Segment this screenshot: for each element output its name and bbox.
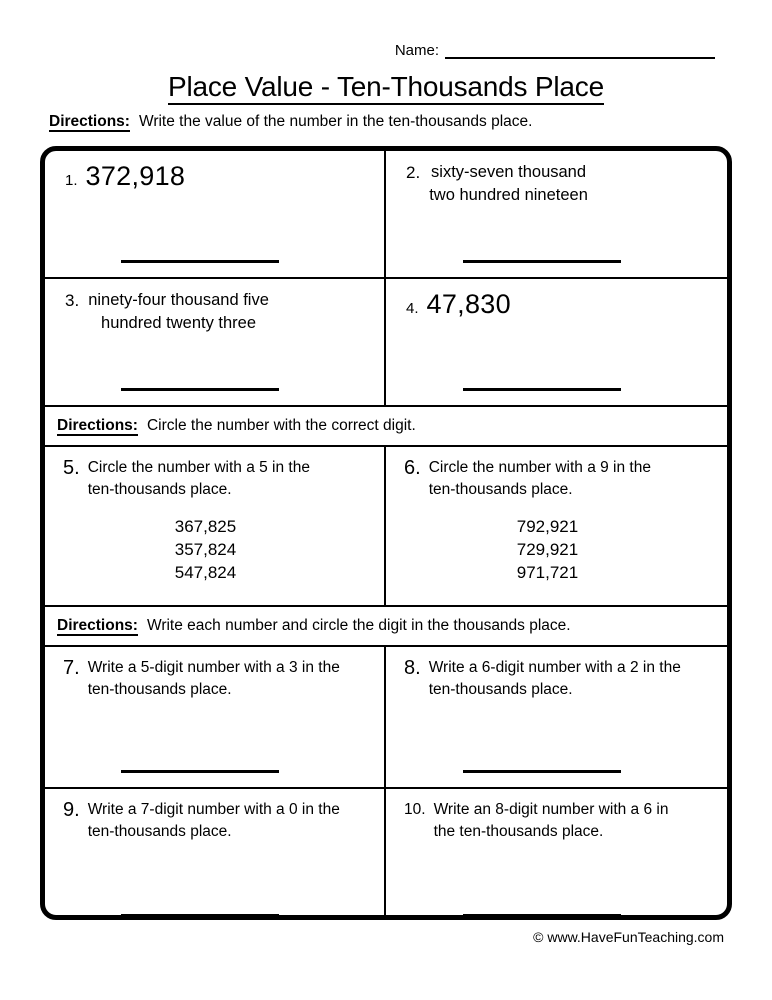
question-cell-2 (386, 151, 727, 277)
question-1-marker: 1. (65, 172, 78, 189)
choice-option[interactable]: 729,921 (516, 540, 579, 559)
question-8-marker: 8. (404, 657, 421, 679)
answer-line-wrap-2 (398, 259, 715, 263)
question-row-3-4 (45, 279, 727, 407)
answer-line-wrap-1 (57, 259, 372, 263)
question-cell-10 (386, 789, 727, 920)
directions-3-label: Directions: (57, 617, 138, 634)
question-6-text (429, 457, 651, 501)
directions-3-text: Write each number and circle the digit in the thousands place. (146, 617, 571, 634)
question-8-text (429, 657, 681, 701)
answer-blank-10[interactable] (463, 913, 621, 917)
question-3-body (57, 289, 372, 335)
question-10-line-2: the ten-thousands place. (433, 823, 604, 840)
answer-line-wrap-9 (57, 913, 372, 917)
page-title-text: Place Value - Ten-Thousands Place (168, 71, 604, 105)
directions-2-inner (57, 416, 416, 436)
directions-row-2 (45, 407, 727, 447)
question-8-body (398, 657, 715, 701)
answer-blank-1[interactable] (121, 259, 279, 263)
answer-blank-8[interactable] (463, 769, 621, 773)
question-cell-7 (45, 647, 386, 787)
question-2-line-1: sixty-seven thousand (431, 163, 587, 181)
question-9-text (88, 799, 340, 843)
question-5-choices (57, 515, 372, 584)
answer-line-wrap-3 (57, 387, 372, 391)
answer-blank-9[interactable] (121, 913, 279, 917)
name-label: Name: (394, 42, 439, 59)
directions-3-inner (57, 616, 571, 636)
question-4-number: 47,830 (426, 289, 511, 319)
answer-blank-7[interactable] (121, 769, 279, 773)
choice-option[interactable]: 357,824 (174, 540, 237, 559)
question-7-marker: 7. (63, 657, 80, 679)
answer-line-wrap-10 (398, 913, 715, 917)
question-3-line-2: hundred twenty three (101, 314, 257, 332)
question-cell-1 (45, 151, 386, 277)
question-6-line-1: Circle the number with a 9 in the (428, 459, 651, 476)
question-2-line-2: two hundred nineteen (429, 186, 588, 204)
choice-option[interactable]: 971,721 (516, 563, 579, 582)
question-9-body (57, 799, 372, 843)
question-4-body (398, 289, 715, 324)
question-cell-9 (45, 789, 386, 920)
question-5-line-2: ten-thousands place. (87, 481, 232, 498)
directions-2-label: Directions: (57, 417, 138, 434)
question-10-marker: 10. (404, 801, 426, 818)
question-2-marker: 2. (406, 163, 421, 182)
question-5-text (88, 457, 310, 501)
answer-blank-2[interactable] (463, 259, 621, 263)
worksheet-table (40, 146, 732, 920)
question-cell-4 (386, 279, 727, 405)
name-field-row (0, 42, 772, 59)
question-5-line-1: Circle the number with a 5 in the (87, 459, 310, 476)
footer-copyright: © www.HaveFunTeaching.com (533, 929, 724, 945)
question-row-1-2 (45, 151, 727, 279)
question-3-text (88, 289, 269, 335)
directions-2 (45, 407, 732, 445)
question-cell-3 (45, 279, 386, 405)
question-6-choices (398, 515, 715, 584)
question-6-line-2: ten-thousands place. (428, 481, 573, 498)
question-6-marker: 6. (404, 457, 421, 479)
question-row-7-8 (45, 647, 727, 789)
question-2-text (429, 161, 588, 207)
question-2-body (398, 161, 715, 207)
directions-1-label: Directions: (49, 113, 130, 130)
name-write-line[interactable] (445, 42, 715, 59)
directions-3 (45, 607, 732, 645)
answer-line-wrap-8 (398, 769, 715, 773)
answer-blank-4[interactable] (463, 387, 621, 391)
question-row-9-10 (45, 789, 727, 920)
question-cell-5 (45, 447, 386, 605)
question-3-line-1: ninety-four thousand five (88, 291, 269, 309)
question-7-body (57, 657, 372, 701)
question-7-line-1: Write a 5-digit number with a 3 in the (87, 659, 340, 676)
question-8-line-2: ten-thousands place. (428, 681, 573, 698)
question-7-line-2: ten-thousands place. (87, 681, 232, 698)
question-3-marker: 3. (65, 291, 80, 310)
question-10-body (398, 799, 715, 843)
directions-2-text: Circle the number with the correct digit. (146, 417, 416, 434)
question-8-line-1: Write a 6-digit number with a 2 in the (428, 659, 681, 676)
directions-row-3 (45, 607, 727, 647)
question-row-5-6 (45, 447, 727, 607)
choice-option[interactable]: 367,825 (174, 517, 237, 536)
question-7-text (88, 657, 340, 701)
choice-option[interactable]: 547,824 (174, 563, 237, 582)
question-cell-6 (386, 447, 727, 605)
question-9-line-1: Write a 7-digit number with a 0 in the (87, 801, 340, 818)
question-1-body (57, 161, 372, 196)
question-9-line-2: ten-thousands place. (87, 823, 232, 840)
question-cell-8 (386, 647, 727, 787)
answer-line-wrap-7 (57, 769, 372, 773)
question-4-marker: 4. (406, 300, 419, 317)
question-9-marker: 9. (63, 799, 80, 821)
question-1-number: 372,918 (85, 161, 186, 191)
question-10-text (434, 799, 669, 843)
question-6-body (398, 457, 715, 501)
answer-blank-3[interactable] (121, 387, 279, 391)
page-title (0, 70, 772, 104)
answer-line-wrap-4 (398, 387, 715, 391)
directions-1-text: Write the value of the number in the ten-thousands place. (138, 113, 533, 130)
question-10-line-1: Write an 8-digit number with a 6 in (433, 801, 669, 818)
directions-1 (49, 112, 532, 132)
question-5-marker: 5. (63, 457, 80, 479)
choice-option[interactable]: 792,921 (516, 517, 579, 536)
question-5-body (57, 457, 372, 501)
